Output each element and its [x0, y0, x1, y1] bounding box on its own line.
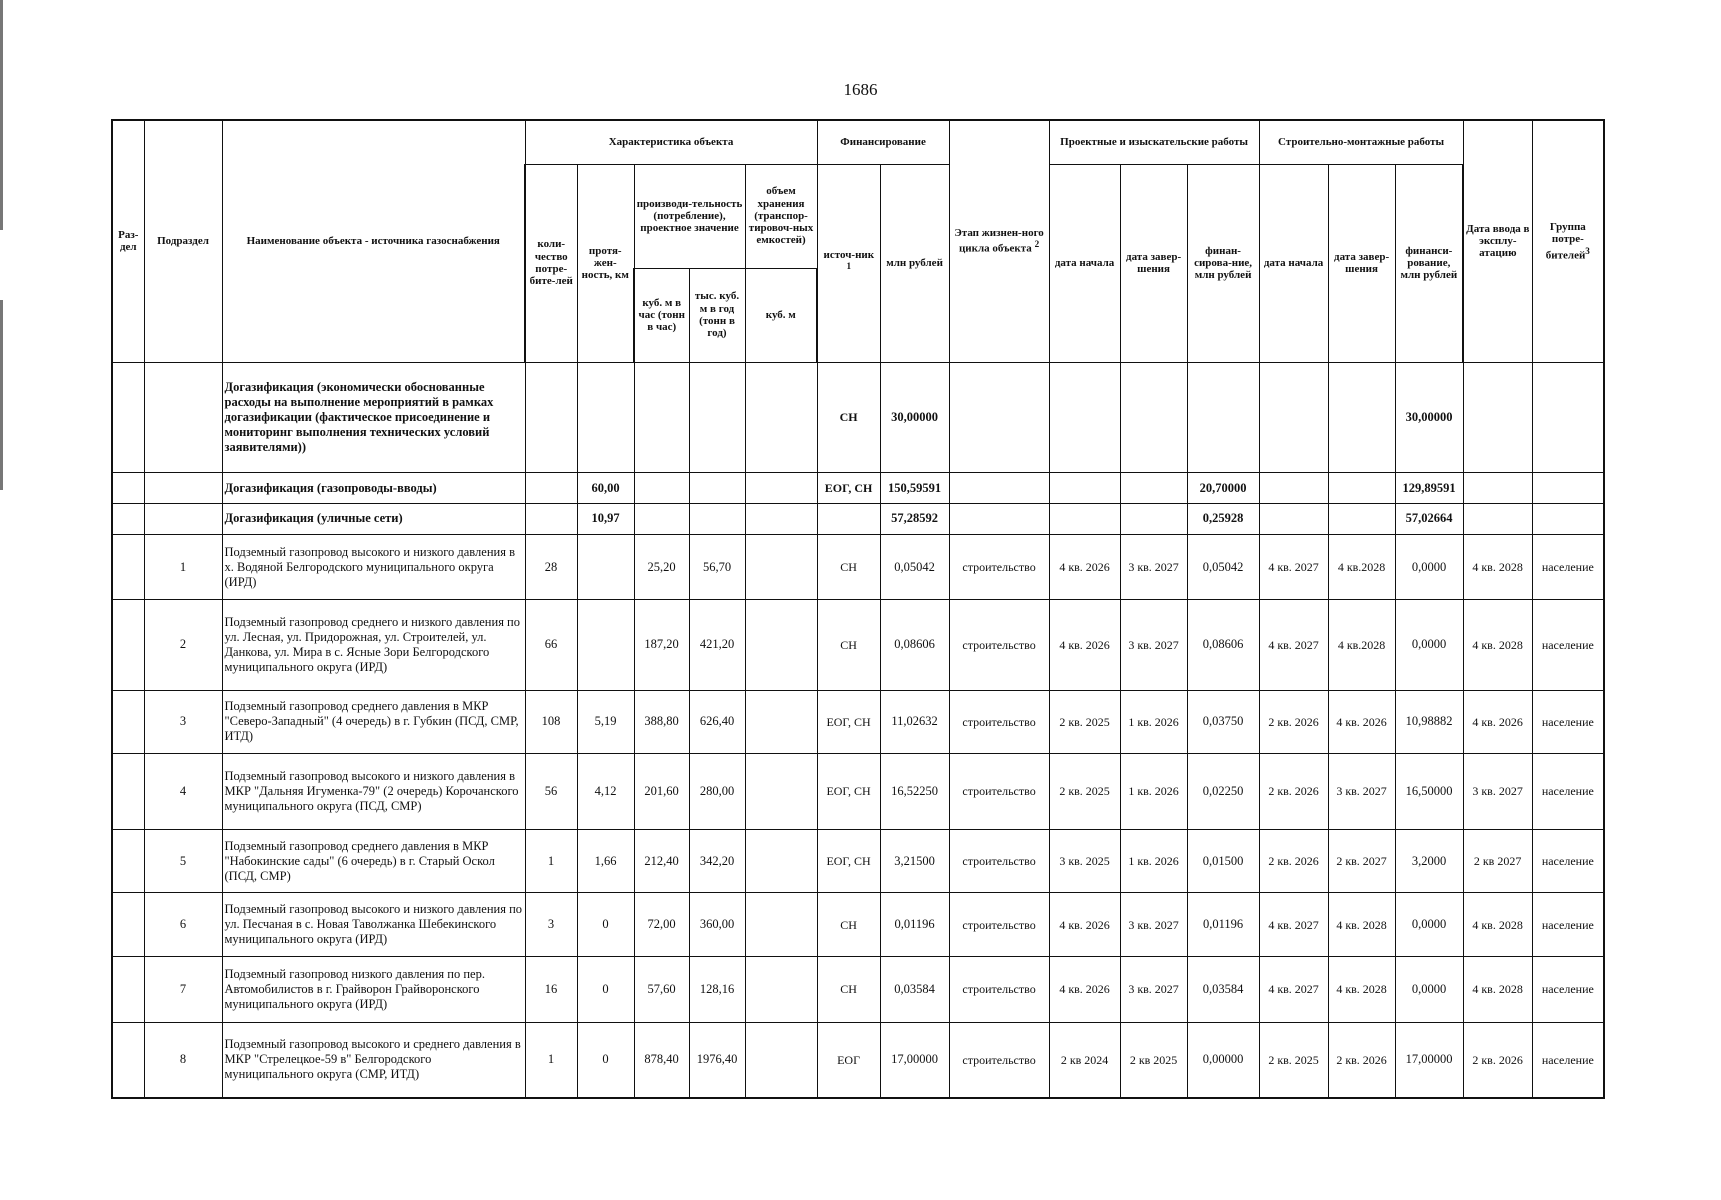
header-construction-end: дата завер-шения: [1328, 164, 1395, 362]
cell-design-financing: 0,03750: [1187, 690, 1259, 754]
cell-construction-financing: 129,89591: [1395, 473, 1463, 504]
cell-construction-end: 4 кв. 2028: [1328, 893, 1395, 957]
cell-construction-start: 2 кв. 2026: [1259, 754, 1328, 830]
summary-row: [112, 473, 1604, 504]
cell-source: СН: [817, 362, 880, 473]
cell-consumers: 16: [525, 956, 577, 1022]
cell-consumers: 28: [525, 534, 577, 600]
header-source: источ-ник $^1$: [817, 164, 880, 362]
cell-length: 0: [577, 1022, 634, 1098]
cell-object-name: Подземный газопровод среднего давления в МКР "Набокинские сады" (6 очередь) в г. Старый Оскол (ПСД, СМР): [222, 829, 525, 893]
cell-razdel: [112, 503, 144, 534]
header-capacity: производи-тельность (потребление), проектное значение: [634, 164, 745, 268]
cell-stage: строительство: [949, 534, 1049, 600]
header-commission-date: Дата ввода в эксплу-атацию: [1463, 120, 1532, 362]
cell-amount: 11,02632: [880, 690, 949, 754]
cell-amount: 30,00000: [880, 362, 949, 473]
cell-cap-year: 360,00: [689, 893, 745, 957]
cell-cap-year: 56,70: [689, 534, 745, 600]
table-body: [112, 362, 1604, 1098]
cell-stage: строительство: [949, 754, 1049, 830]
cell-construction-end: [1328, 473, 1395, 504]
cell-cap-year: 342,20: [689, 829, 745, 893]
header-construction-works: Строительно-монтажные работы: [1259, 120, 1463, 164]
cell-construction-start: [1259, 362, 1328, 473]
cell-stage: [949, 362, 1049, 473]
header-storage-unit: куб. м: [745, 268, 817, 362]
cell-design-financing: 0,03584: [1187, 956, 1259, 1022]
cell-stage: строительство: [949, 829, 1049, 893]
cell-length: 0: [577, 893, 634, 957]
cell-storage: [745, 503, 817, 534]
cell-stage: [949, 503, 1049, 534]
cell-design-start: 2 кв. 2025: [1049, 690, 1120, 754]
cell-consumers: 56: [525, 754, 577, 830]
cell-group: население: [1532, 690, 1604, 754]
table-row: [112, 956, 1604, 1022]
cell-construction-start: 2 кв. 2026: [1259, 690, 1328, 754]
cell-cap-hour: 25,20: [634, 534, 689, 600]
cell-consumers: [525, 503, 577, 534]
cell-cap-hour: [634, 362, 689, 473]
cell-cap-hour: 212,40: [634, 829, 689, 893]
cell-construction-end: [1328, 503, 1395, 534]
cell-consumers: 3: [525, 893, 577, 957]
cell-stage: строительство: [949, 690, 1049, 754]
cell-group: население: [1532, 1022, 1604, 1098]
cell-construction-end: 2 кв. 2027: [1328, 829, 1395, 893]
cell-design-financing: 20,70000: [1187, 473, 1259, 504]
cell-commission: 4 кв. 2028: [1463, 956, 1532, 1022]
cell-commission: 4 кв. 2028: [1463, 893, 1532, 957]
cell-consumers: 1: [525, 1022, 577, 1098]
cell-design-start: 2 кв 2024: [1049, 1022, 1120, 1098]
cell-commission: [1463, 503, 1532, 534]
cell-length: 10,97: [577, 503, 634, 534]
cell-source: СН: [817, 956, 880, 1022]
cell-amount: 0,08606: [880, 600, 949, 690]
cell-razdel: [112, 893, 144, 957]
gas-objects-table: [111, 119, 1605, 1099]
header-financing: Финансирование: [817, 120, 949, 164]
cell-storage: [745, 1022, 817, 1098]
cell-group: [1532, 503, 1604, 534]
scan-edge-mark: [0, 0, 3, 230]
cell-source: ЕОГ, СН: [817, 754, 880, 830]
header-cap-year: тыс. куб. м в год (тонн в год): [689, 268, 745, 362]
table-row: [112, 829, 1604, 893]
cell-cap-hour: [634, 473, 689, 504]
cell-cap-year: 128,16: [689, 956, 745, 1022]
cell-length: 5,19: [577, 690, 634, 754]
cell-design-start: 3 кв. 2025: [1049, 829, 1120, 893]
cell-stage: строительство: [949, 1022, 1049, 1098]
cell-group: население: [1532, 754, 1604, 830]
cell-design-end: 1 кв. 2026: [1120, 690, 1187, 754]
cell-object-name: Догазификация (газопроводы-вводы): [222, 473, 525, 504]
cell-construction-end: 4 кв. 2028: [1328, 956, 1395, 1022]
cell-storage: [745, 893, 817, 957]
cell-podrazdel: 2: [144, 600, 222, 690]
cell-podrazdel: 5: [144, 829, 222, 893]
cell-consumers: 1: [525, 829, 577, 893]
cell-amount: 57,28592: [880, 503, 949, 534]
cell-commission: 4 кв. 2028: [1463, 534, 1532, 600]
cell-construction-financing: 17,00000: [1395, 1022, 1463, 1098]
header-construction-start: дата начала: [1259, 164, 1328, 362]
cell-razdel: [112, 754, 144, 830]
cell-podrazdel: 6: [144, 893, 222, 957]
cell-podrazdel: [144, 473, 222, 504]
cell-group: население: [1532, 893, 1604, 957]
cell-storage: [745, 829, 817, 893]
cell-design-end: 3 кв. 2027: [1120, 956, 1187, 1022]
cell-object-name: Подземный газопровод высокого и низкого давления по ул. Песчаная в с. Новая Таволжанка Шебекинского муниципального округа (ИРД): [222, 893, 525, 957]
header-fin-amount: млн рублей: [880, 164, 949, 362]
cell-source: [817, 503, 880, 534]
cell-commission: [1463, 362, 1532, 473]
cell-commission: [1463, 473, 1532, 504]
cell-source: ЕОГ, СН: [817, 473, 880, 504]
cell-object-name: Подземный газопровод высокого и низкого давления в х. Водяной Белгородского муниципального округа (ИРД): [222, 534, 525, 600]
cell-construction-financing: 0,0000: [1395, 534, 1463, 600]
cell-design-financing: 0,00000: [1187, 1022, 1259, 1098]
header-storage: объем хранения (транспор-тировоч-ных емкостей): [745, 164, 817, 268]
table-row: [112, 534, 1604, 600]
cell-design-end: 1 кв. 2026: [1120, 754, 1187, 830]
cell-cap-hour: 201,60: [634, 754, 689, 830]
cell-length: 60,00: [577, 473, 634, 504]
cell-construction-financing: 0,0000: [1395, 600, 1463, 690]
cell-commission: 2 кв. 2026: [1463, 1022, 1532, 1098]
cell-construction-start: 2 кв. 2025: [1259, 1022, 1328, 1098]
header-length: протя-жен-ность, км: [577, 164, 634, 362]
cell-design-end: 3 кв. 2027: [1120, 534, 1187, 600]
cell-object-name: Подземный газопровод низкого давления по пер. Автомобилистов в г. Грайворон Грайворонского муниципального округа (ИРД): [222, 956, 525, 1022]
cell-cap-hour: 187,20: [634, 600, 689, 690]
cell-construction-financing: 0,0000: [1395, 956, 1463, 1022]
cell-design-end: 3 кв. 2027: [1120, 600, 1187, 690]
cell-consumers: [525, 473, 577, 504]
cell-length: [577, 362, 634, 473]
cell-design-end: [1120, 473, 1187, 504]
cell-amount: 16,52250: [880, 754, 949, 830]
table-row: [112, 690, 1604, 754]
cell-cap-year: [689, 362, 745, 473]
cell-amount: 0,05042: [880, 534, 949, 600]
cell-design-start: 4 кв. 2026: [1049, 600, 1120, 690]
cell-construction-financing: 3,2000: [1395, 829, 1463, 893]
cell-construction-start: 4 кв. 2027: [1259, 893, 1328, 957]
cell-consumers: 66: [525, 600, 577, 690]
cell-cap-hour: 388,80: [634, 690, 689, 754]
cell-cap-year: 1976,40: [689, 1022, 745, 1098]
cell-source: ЕОГ: [817, 1022, 880, 1098]
cell-source: СН: [817, 600, 880, 690]
cell-design-start: [1049, 503, 1120, 534]
cell-podrazdel: [144, 362, 222, 473]
header-consumer-group: Группа потре-бителей$^3$: [1532, 120, 1604, 362]
cell-length: 4,12: [577, 754, 634, 830]
cell-commission: 3 кв. 2027: [1463, 754, 1532, 830]
cell-razdel: [112, 956, 144, 1022]
cell-group: [1532, 362, 1604, 473]
cell-design-end: 1 кв. 2026: [1120, 829, 1187, 893]
cell-amount: 150,59591: [880, 473, 949, 504]
cell-storage: [745, 754, 817, 830]
cell-construction-financing: 0,0000: [1395, 893, 1463, 957]
cell-design-start: 2 кв. 2025: [1049, 754, 1120, 830]
table-row: [112, 1022, 1604, 1098]
header-design-start: дата начала: [1049, 164, 1120, 362]
page-number: 1686: [843, 80, 878, 99]
cell-consumers: 108: [525, 690, 577, 754]
cell-length: 1,66: [577, 829, 634, 893]
cell-commission: 4 кв. 2028: [1463, 600, 1532, 690]
cell-cap-hour: [634, 503, 689, 534]
cell-construction-end: 4 кв.2028: [1328, 534, 1395, 600]
cell-design-end: [1120, 362, 1187, 473]
cell-source: СН: [817, 534, 880, 600]
cell-construction-start: 4 кв. 2027: [1259, 600, 1328, 690]
cell-construction-start: 4 кв. 2027: [1259, 956, 1328, 1022]
cell-cap-year: [689, 473, 745, 504]
table-row: [112, 754, 1604, 830]
header-stage: Этап жизнен-ного цикла объекта $^2$: [949, 120, 1049, 362]
cell-cap-hour: 878,40: [634, 1022, 689, 1098]
cell-source: ЕОГ, СН: [817, 829, 880, 893]
header-razdel: Раз-дел: [112, 120, 144, 362]
header-object-name: Наименование объекта - источника газоснабжения: [222, 120, 525, 362]
cell-construction-end: 4 кв. 2026: [1328, 690, 1395, 754]
cell-cap-year: 421,20: [689, 600, 745, 690]
cell-group: население: [1532, 600, 1604, 690]
cell-cap-hour: 57,60: [634, 956, 689, 1022]
cell-cap-hour: 72,00: [634, 893, 689, 957]
cell-construction-financing: 30,00000: [1395, 362, 1463, 473]
cell-design-start: 4 кв. 2026: [1049, 534, 1120, 600]
cell-construction-end: [1328, 362, 1395, 473]
header-podrazdel: Подраздел: [144, 120, 222, 362]
header-design-financing: финан-сирова-ние, млн рублей: [1187, 164, 1259, 362]
cell-object-name: Догазификация (экономически обоснованные расходы на выполнение мероприятий в рамках догазификации (фактическое присоединение и мониторинг выполнения технических условий заявителями)): [222, 362, 525, 473]
cell-source: ЕОГ, СН: [817, 690, 880, 754]
cell-construction-end: 4 кв.2028: [1328, 600, 1395, 690]
cell-design-financing: 0,08606: [1187, 600, 1259, 690]
cell-amount: 17,00000: [880, 1022, 949, 1098]
cell-razdel: [112, 362, 144, 473]
cell-design-financing: 0,25928: [1187, 503, 1259, 534]
cell-podrazdel: 4: [144, 754, 222, 830]
header-construction-financing: финанси-рование, млн рублей: [1395, 164, 1463, 362]
cell-storage: [745, 690, 817, 754]
summary-row: [112, 503, 1604, 534]
cell-object-name: Подземный газопровод среднего и низкого давления по ул. Лесная, ул. Придорожная, ул. Строителей, ул. Данкова, ул. Мира в с. Ясные Зори Белгородского муниципального округа (ИРД): [222, 600, 525, 690]
cell-construction-end: 2 кв. 2026: [1328, 1022, 1395, 1098]
cell-construction-start: [1259, 473, 1328, 504]
cell-object-name: Подземный газопровод высокого и среднего давления в МКР "Стрелецкое-59 в" Белгородского муниципального округа (СМР, ИТД): [222, 1022, 525, 1098]
cell-podrazdel: 7: [144, 956, 222, 1022]
cell-design-start: [1049, 473, 1120, 504]
cell-cap-year: 626,40: [689, 690, 745, 754]
cell-cap-year: 280,00: [689, 754, 745, 830]
cell-construction-financing: 10,98882: [1395, 690, 1463, 754]
cell-design-start: [1049, 362, 1120, 473]
cell-stage: [949, 473, 1049, 504]
cell-commission: 2 кв 2027: [1463, 829, 1532, 893]
cell-group: население: [1532, 956, 1604, 1022]
cell-storage: [745, 956, 817, 1022]
cell-razdel: [112, 534, 144, 600]
cell-storage: [745, 534, 817, 600]
cell-design-financing: [1187, 362, 1259, 473]
cell-razdel: [112, 1022, 144, 1098]
cell-cap-year: [689, 503, 745, 534]
cell-razdel: [112, 690, 144, 754]
cell-design-start: 4 кв. 2026: [1049, 956, 1120, 1022]
table-row: [112, 600, 1604, 690]
cell-object-name: Подземный газопровод среднего давления в МКР "Северо-Западный" (4 очередь) в г. Губкин (ПСД, СМР, ИТД): [222, 690, 525, 754]
cell-amount: 3,21500: [880, 829, 949, 893]
cell-amount: 0,03584: [880, 956, 949, 1022]
cell-design-start: 4 кв. 2026: [1049, 893, 1120, 957]
header-design-end: дата завер-шения: [1120, 164, 1187, 362]
cell-construction-start: 2 кв. 2026: [1259, 829, 1328, 893]
cell-design-end: 2 кв 2025: [1120, 1022, 1187, 1098]
summary-row: [112, 362, 1604, 473]
table-row: [112, 893, 1604, 957]
cell-design-financing: 0,05042: [1187, 534, 1259, 600]
cell-stage: строительство: [949, 956, 1049, 1022]
cell-storage: [745, 600, 817, 690]
cell-group: население: [1532, 534, 1604, 600]
cell-group: население: [1532, 829, 1604, 893]
cell-razdel: [112, 829, 144, 893]
header-design-works: Проектные и изыскательские работы: [1049, 120, 1259, 164]
header-consumers-count: коли-чество потре-бите-лей: [525, 164, 577, 362]
cell-podrazdel: [144, 503, 222, 534]
cell-construction-financing: 57,02664: [1395, 503, 1463, 534]
cell-amount: 0,01196: [880, 893, 949, 957]
cell-length: 0: [577, 956, 634, 1022]
scan-edge-mark: [0, 300, 3, 490]
cell-stage: строительство: [949, 893, 1049, 957]
cell-storage: [745, 473, 817, 504]
cell-design-financing: 0,02250: [1187, 754, 1259, 830]
cell-construction-financing: 16,50000: [1395, 754, 1463, 830]
cell-razdel: [112, 600, 144, 690]
cell-storage: [745, 362, 817, 473]
cell-group: [1532, 473, 1604, 504]
cell-object-name: Подземный газопровод высокого и низкого давления в МКР "Дальняя Игуменка-79" (2 очередь) Корочанского муниципального округа (ПСД, СМР): [222, 754, 525, 830]
header-cap-hour: куб. м в час (тонн в час): [634, 268, 689, 362]
cell-construction-start: [1259, 503, 1328, 534]
cell-construction-end: 3 кв. 2027: [1328, 754, 1395, 830]
cell-design-end: [1120, 503, 1187, 534]
cell-podrazdel: 8: [144, 1022, 222, 1098]
cell-length: [577, 534, 634, 600]
header-characteristic: Характеристика объекта: [525, 120, 817, 164]
cell-commission: 4 кв. 2026: [1463, 690, 1532, 754]
cell-design-end: 3 кв. 2027: [1120, 893, 1187, 957]
cell-podrazdel: 1: [144, 534, 222, 600]
cell-design-financing: 0,01196: [1187, 893, 1259, 957]
cell-stage: строительство: [949, 600, 1049, 690]
cell-podrazdel: 3: [144, 690, 222, 754]
cell-razdel: [112, 473, 144, 504]
cell-object-name: Догазификация (уличные сети): [222, 503, 525, 534]
cell-consumers: [525, 362, 577, 473]
cell-source: СН: [817, 893, 880, 957]
cell-length: [577, 600, 634, 690]
cell-construction-start: 4 кв. 2027: [1259, 534, 1328, 600]
cell-design-financing: 0,01500: [1187, 829, 1259, 893]
